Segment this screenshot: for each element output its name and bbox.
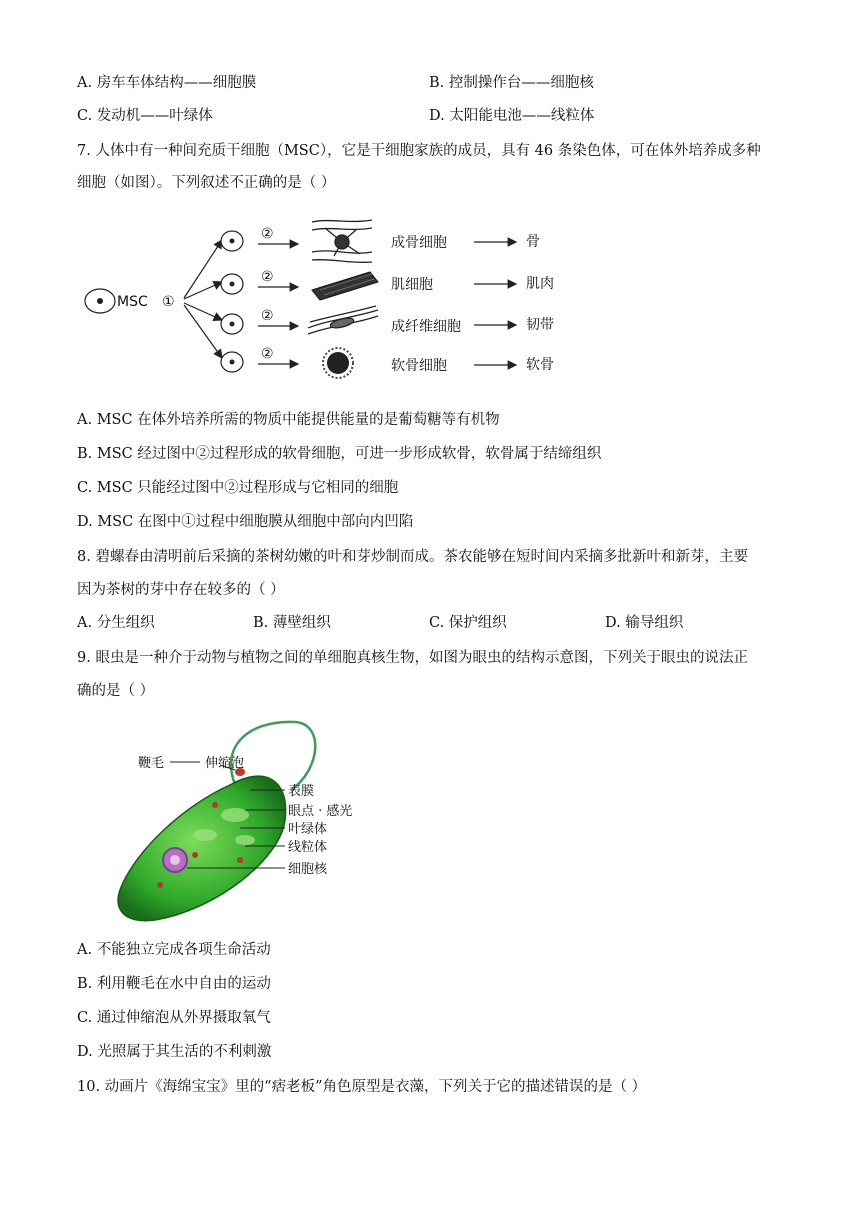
q7-option-a: A. MSC 在体外培养所需的物质中能提供能量的是葡萄糖等有机物 [77, 412, 500, 428]
label-eyespot: 眼点 · 感光 [288, 804, 353, 819]
step1-label: ① [162, 294, 175, 310]
row4-stem-cell-icon [221, 352, 243, 372]
msc-label: MSC [117, 294, 148, 310]
row2-stem-cell-icon [221, 274, 243, 294]
q7-stem-line1: 7. 人体中有一种间充质干细胞（MSC），它是干细胞家族的成员，具有 46 条染色体，可在体外培养成多种 [77, 143, 761, 159]
row1-step2-label: ② [261, 226, 274, 242]
q7-option-b: B. MSC 经过图中②过程形成的软骨细胞，可进一步形成软骨，软骨属于结缔组织 [77, 446, 602, 462]
q8-option-b: B. 薄壁组织 [253, 615, 331, 631]
label-chloroplast: 叶绿体 [288, 822, 328, 837]
q9-option-b: B. 利用鞭毛在水中自由的运动 [77, 976, 271, 992]
q7-option-c: C. MSC 只能经过图中②过程形成与它相同的细胞 [77, 480, 399, 496]
label-nucleus: 细胞核 [288, 862, 328, 877]
q9-euglena-figure [95, 710, 395, 930]
row4-result-label: 软骨 [526, 357, 554, 373]
row3-result-label: 韧带 [526, 317, 554, 333]
row4-step2-label: ② [261, 346, 274, 362]
row3-stem-cell-icon [221, 314, 243, 334]
osteoblast-icon [312, 220, 372, 262]
row2-result-label: 肌肉 [526, 276, 554, 292]
q7-option-d: D. MSC 在图中①过程中细胞膜从细胞中部向内凹陷 [77, 514, 414, 530]
row3-step2-label: ② [261, 308, 274, 324]
chondrocyte-icon [323, 348, 353, 378]
row1-stem-cell-icon [221, 231, 243, 251]
row4-cell-label: 软骨细胞 [391, 358, 447, 374]
label-mitochondria: 线粒体 [288, 840, 328, 855]
q9-option-a: A. 不能独立完成各项生命活动 [77, 942, 271, 958]
q8-stem-line2: 因为茶树的芽中存在较多的（ ） [77, 582, 285, 598]
fibroblast-icon [308, 306, 378, 334]
row3-cell-label: 成纤维细胞 [391, 319, 461, 335]
q7-stem-line2: 细胞（如图）。下列叙述不正确的是（ ） [77, 175, 336, 191]
row2-step2-label: ② [261, 269, 274, 285]
q8-option-a: A. 分生组织 [77, 615, 155, 631]
q10-stem-line1: 10. 动画片《海绵宝宝》里的“痞老板”角色原型是衣藻，下列关于它的描述错误的是（ ） [77, 1079, 647, 1095]
q9-option-d: D. 光照属于其生活的不利刺激 [77, 1044, 272, 1060]
q6-option-d: D. 太阳能电池——线粒体 [429, 108, 595, 124]
q7-msc-differentiation-figure [80, 210, 580, 390]
euglena-body-icon [118, 776, 286, 921]
q8-stem-line1: 8. 碧螺春由清明前后采摘的茶树幼嫩的叶和芽炒制而成。茶农能够在短时间内采摘多批新叶和新芽，主要 [77, 549, 748, 565]
msc-cell-icon [85, 289, 115, 313]
q9-stem-line2: 确的是（ ） [77, 683, 155, 699]
label-flagellum: 鞭毛 [138, 756, 165, 771]
q6-option-c: C. 发动机——叶绿体 [77, 108, 213, 124]
q9-stem-line1: 9. 眼虫是一种介于动物与植物之间的单细胞真核生物，如图为眼虫的结构示意图，下列关于眼虫的说法正 [77, 650, 748, 666]
q8-option-d: D. 输导组织 [605, 615, 684, 631]
row2-cell-label: 肌细胞 [391, 277, 433, 293]
row1-result-label: 骨 [526, 234, 540, 250]
muscle-cell-icon [312, 272, 378, 300]
label-contractile-vacuole: 伸缩泡 [205, 756, 245, 771]
q6-option-b: B. 控制操作台——细胞核 [429, 75, 594, 91]
q6-option-a: A. 房车车体结构——细胞膜 [77, 75, 257, 91]
label-pellicle: 表膜 [288, 784, 315, 799]
row1-cell-label: 成骨细胞 [391, 235, 447, 251]
q9-option-c: C. 通过伸缩泡从外界摄取氧气 [77, 1010, 271, 1026]
q8-option-c: C. 保护组织 [429, 615, 507, 631]
